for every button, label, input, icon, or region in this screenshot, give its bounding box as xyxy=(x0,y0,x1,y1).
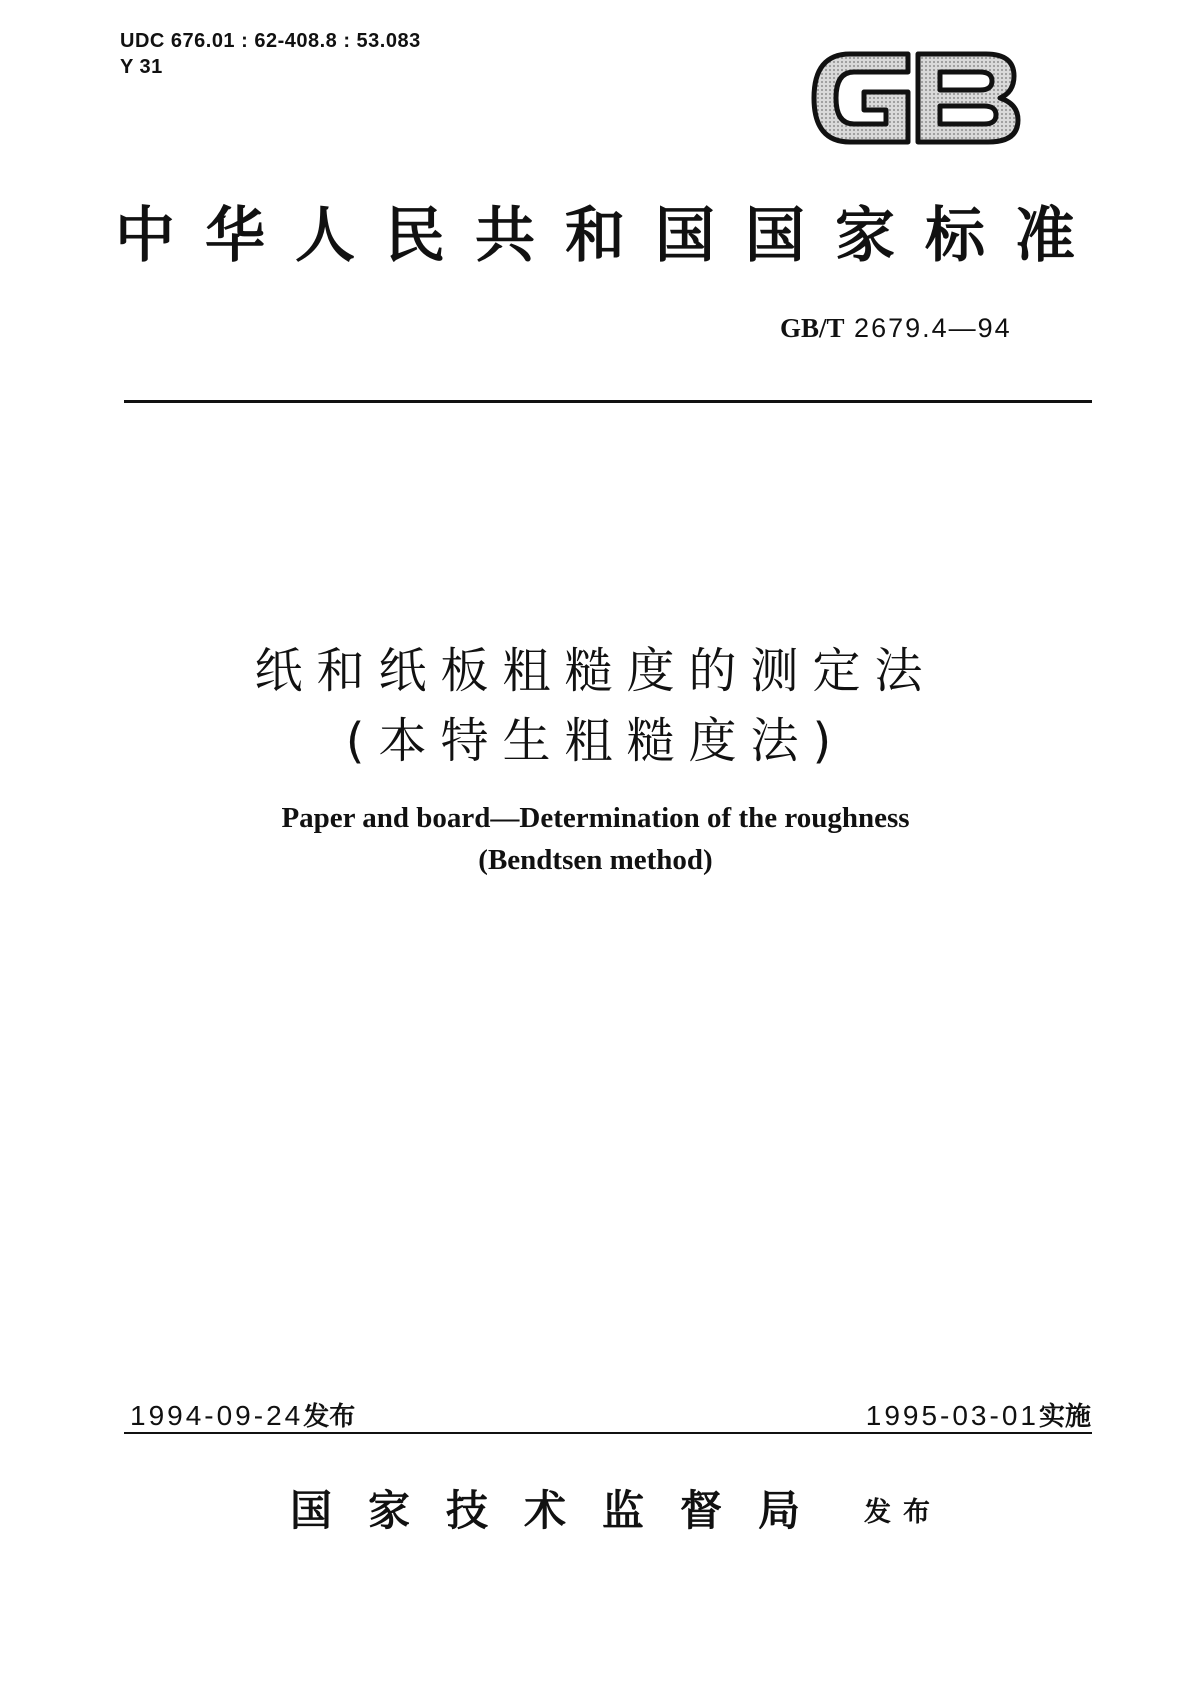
title-cn-line1: 纸和纸板粗糙度的测定法 xyxy=(254,643,937,699)
footer-divider xyxy=(124,1432,1092,1434)
implementation-date-value: 1995-03-01 xyxy=(865,1400,1039,1431)
publisher-name: 国家技术监督局 xyxy=(290,1486,837,1535)
issue-date-value: 1994-09-24 xyxy=(130,1400,304,1431)
implementation-label: 实施 xyxy=(1038,1402,1091,1432)
standard-number-prefix: GB/T xyxy=(780,313,845,343)
issue-label: 发布 xyxy=(303,1402,356,1432)
classification-code: Y 31 xyxy=(120,56,163,78)
gb-logo xyxy=(808,40,1023,156)
title-en-line1: Paper and board—Determination of the roughness xyxy=(281,802,910,834)
title-en-line2: (Bendtsen method) xyxy=(478,844,713,876)
standard-number-value: 2679.4—94 xyxy=(854,313,1012,343)
title-cn-line2: (本特生粗糙度法) xyxy=(345,713,846,769)
national-standard-title: 中华人民共和国国家标准 xyxy=(115,201,1105,271)
issue-date xyxy=(130,1396,355,1433)
implementation-date xyxy=(866,1396,1091,1433)
logo-text: GB xyxy=(808,40,810,41)
standard-number xyxy=(780,313,1012,344)
udc-block xyxy=(120,28,421,80)
publisher-suffix: 发布 xyxy=(864,1497,942,1528)
header-divider xyxy=(124,400,1092,403)
udc-code: UDC 676.01 : 62-408.8 : 53.083 xyxy=(120,30,421,52)
